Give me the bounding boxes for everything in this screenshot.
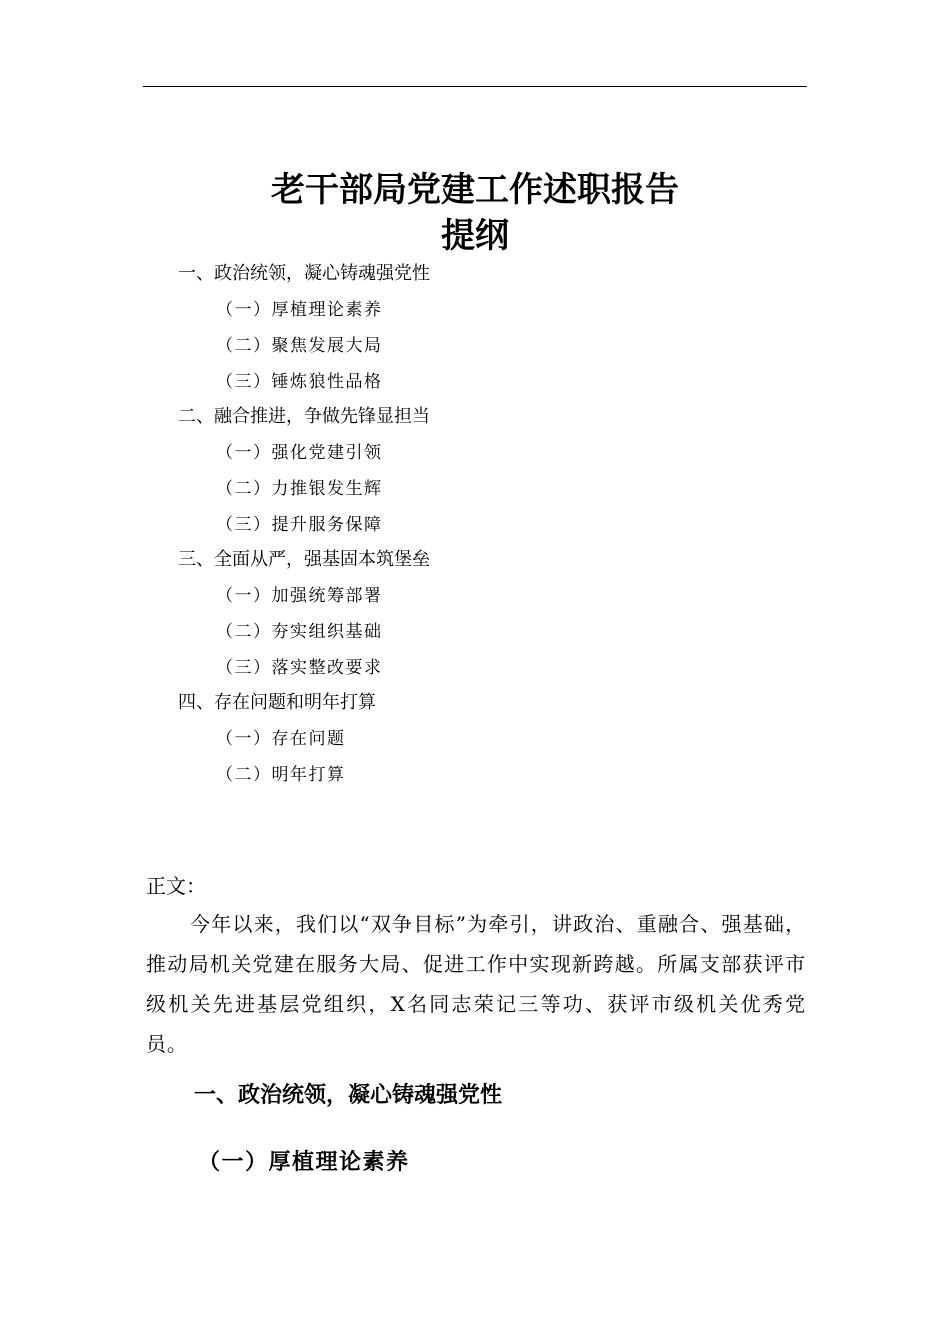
document-subtitle: 提纲	[441, 216, 509, 256]
outline-heading: 三、全面从严，强基固本筑堡垒	[178, 549, 430, 570]
document-title: 老干部局党建工作述职报告	[271, 170, 679, 210]
outline-item: （一）强化党建引领	[216, 443, 383, 463]
body-label: 正文：	[146, 874, 206, 898]
section-heading: 一、政治统领，凝心铸魂强党性	[194, 1083, 503, 1108]
body-paragraph: 今年以来，我们以“双争目标”为牵引，讲政治、重融合、强基础，推动局机关党建在服务大局、促进工作中实现新跨越。所属支部获评市级机关先进基层党组织，X名同志荣记三等功、获评市级机关优秀党员。	[146, 912, 806, 1056]
outline-item: （一）厚植理论素养	[216, 300, 383, 320]
outline-item: （二）明年打算	[216, 765, 346, 785]
outline-heading: 四、存在问题和明年打算	[178, 692, 376, 713]
outline-item: （一）加强统筹部署	[216, 586, 383, 606]
outline-item: （三）锤炼狼性品格	[216, 372, 383, 392]
subsection-heading: （一）厚植理论素养	[198, 1149, 410, 1175]
outline-item: （三）提升服务保障	[216, 515, 383, 535]
header-rule	[143, 86, 807, 87]
outline-item: （二）聚焦发展大局	[216, 336, 383, 356]
outline-item: （一）存在问题	[216, 729, 346, 749]
outline-heading: 二、融合推进，争做先锋显担当	[178, 406, 430, 427]
outline-item: （二）夯实组织基础	[216, 622, 383, 642]
outline-item: （二）力推银发生辉	[216, 479, 383, 499]
outline-item: （三）落实整改要求	[216, 658, 383, 678]
outline-heading: 一、政治统领，凝心铸魂强党性	[178, 263, 430, 284]
